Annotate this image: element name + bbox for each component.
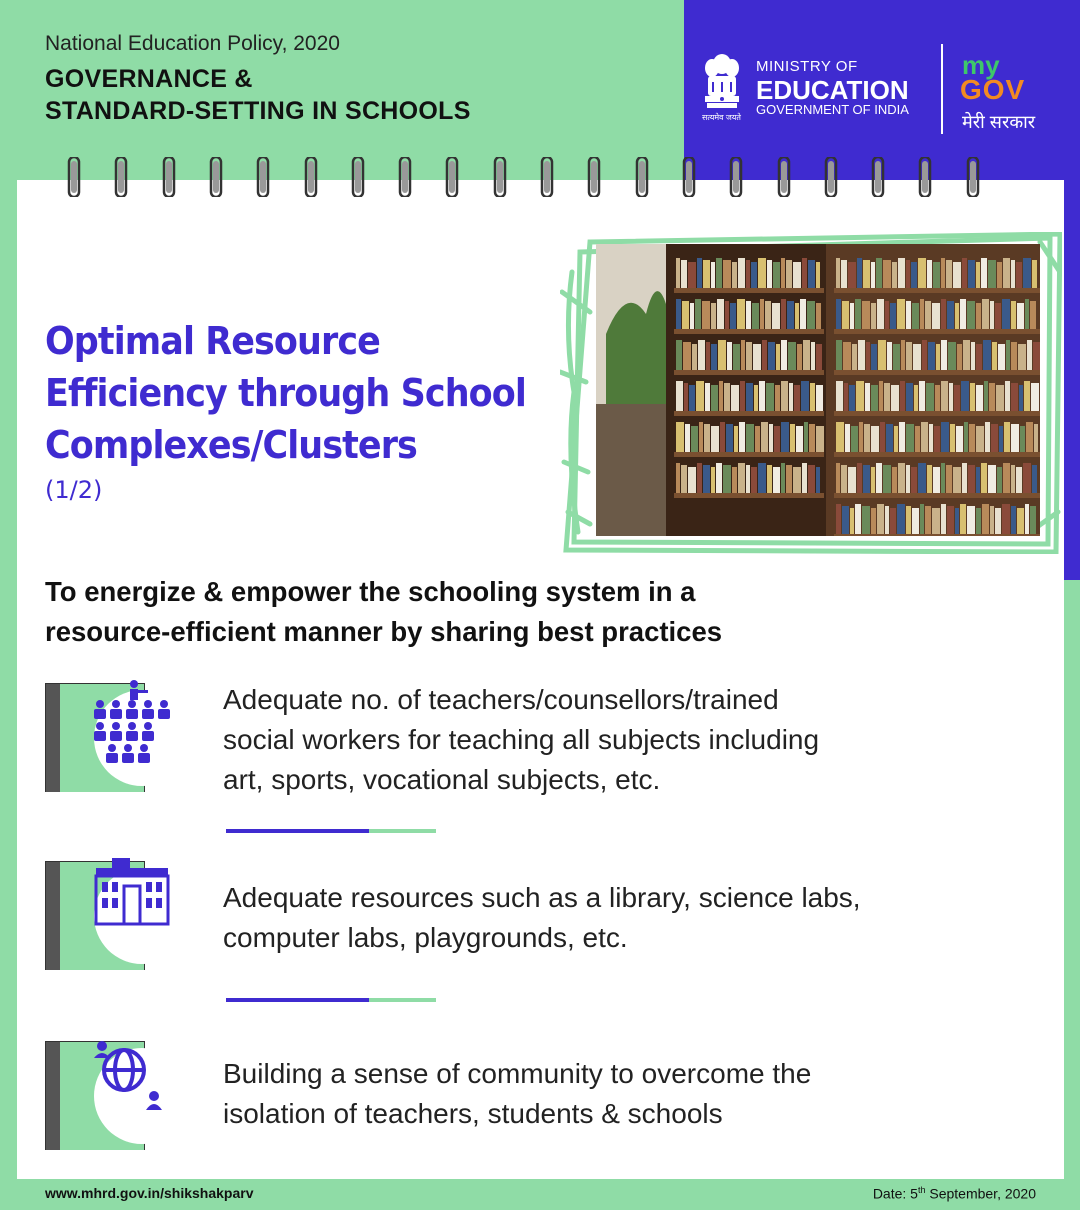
- ministry-line-3: GOVERNMENT OF INDIA: [756, 102, 909, 117]
- mygov-gov: GOV: [960, 74, 1026, 105]
- logo-separator: [941, 44, 943, 134]
- binding-ring: [161, 157, 177, 197]
- binding-ring: [681, 157, 697, 197]
- feature-2-line-2: computer labs, playgrounds, etc.: [223, 922, 628, 953]
- part-indicator: (1/2): [45, 476, 103, 504]
- national-emblem-icon: [700, 52, 744, 118]
- binding-ring: [444, 157, 460, 197]
- binding-ring: [870, 157, 886, 197]
- footer-url[interactable]: www.mhrd.gov.in/shikshakparv: [45, 1185, 254, 1201]
- header-band: [0, 0, 684, 190]
- heading-line-3: Complexes/Clusters: [45, 423, 417, 467]
- binding-ring: [728, 157, 744, 197]
- divider-2: [226, 998, 436, 1002]
- binding-ring: [586, 157, 602, 197]
- mygov-logo: [960, 50, 1070, 130]
- binding-ring: [303, 157, 319, 197]
- bookshelf-image: [596, 244, 1040, 536]
- binding-ring: [113, 157, 129, 197]
- emblem-motto: सत्यमेव जयते: [702, 113, 741, 122]
- date-prefix: Date: 5: [872, 1185, 918, 1202]
- intro-line-1: To energize & empower the schooling system in a: [45, 576, 696, 607]
- feature-1-line-2: social workers for teaching all subjects including: [223, 724, 820, 755]
- page-title: [45, 63, 471, 127]
- date-suffix: September, 2020: [925, 1185, 1036, 1202]
- teacher-classroom-icon: [42, 680, 170, 792]
- feature-text-1: [223, 680, 819, 800]
- binding-ring: [634, 157, 650, 197]
- library-photo: [596, 244, 1040, 536]
- binding-ring: [350, 157, 366, 197]
- feature-1-line-3: art, sports, vocational subjects, etc.: [223, 764, 661, 795]
- binding-ring: [539, 157, 555, 197]
- policy-subtitle: National Education Policy, 2020: [45, 32, 340, 55]
- mygov-tagline: मेरी सरकार: [962, 112, 1036, 132]
- ministry-line-2: EDUCATION: [756, 75, 909, 105]
- ministry-line-1: MINISTRY OF: [756, 58, 858, 75]
- section-heading: [45, 315, 526, 471]
- divider-1: [226, 829, 436, 833]
- heading-line-1: Optimal Resource: [45, 319, 380, 363]
- binding-ring: [397, 157, 413, 197]
- intro-line-2: resource-efficient manner by sharing best practices: [45, 616, 723, 647]
- feature-3-line-1: Building a sense of community to overcome the: [223, 1058, 812, 1089]
- binding-ring: [66, 157, 82, 197]
- ministry-logo: [700, 50, 930, 130]
- feature-text-3: [223, 1054, 811, 1134]
- school-building-icon: [42, 858, 170, 970]
- feature-3-line-2: isolation of teachers, students & schools: [223, 1098, 723, 1129]
- intro-text: [45, 572, 722, 652]
- mygov-my: my: [962, 50, 1000, 80]
- binding-ring: [823, 157, 839, 197]
- title-line-2: STANDARD-SETTING IN SCHOOLS: [45, 97, 471, 125]
- binding-ring: [492, 157, 508, 197]
- feature-1-line-1: Adequate no. of teachers/counsellors/trained: [223, 684, 779, 715]
- title-line-1: GOVERNANCE &: [45, 65, 253, 93]
- feature-2-line-1: Adequate resources such as a library, science labs,: [223, 882, 861, 913]
- heading-line-2: Efficiency through School: [45, 371, 526, 415]
- binding-ring: [208, 157, 224, 197]
- binding-ring: [776, 157, 792, 197]
- footer-date: [873, 1185, 1036, 1202]
- globe-community-icon: [42, 1038, 170, 1150]
- binding-ring: [255, 157, 271, 197]
- binding-ring: [965, 157, 981, 197]
- feature-text-2: [223, 878, 861, 958]
- date-sup: th: [917, 1185, 926, 1195]
- binding-ring: [917, 157, 933, 197]
